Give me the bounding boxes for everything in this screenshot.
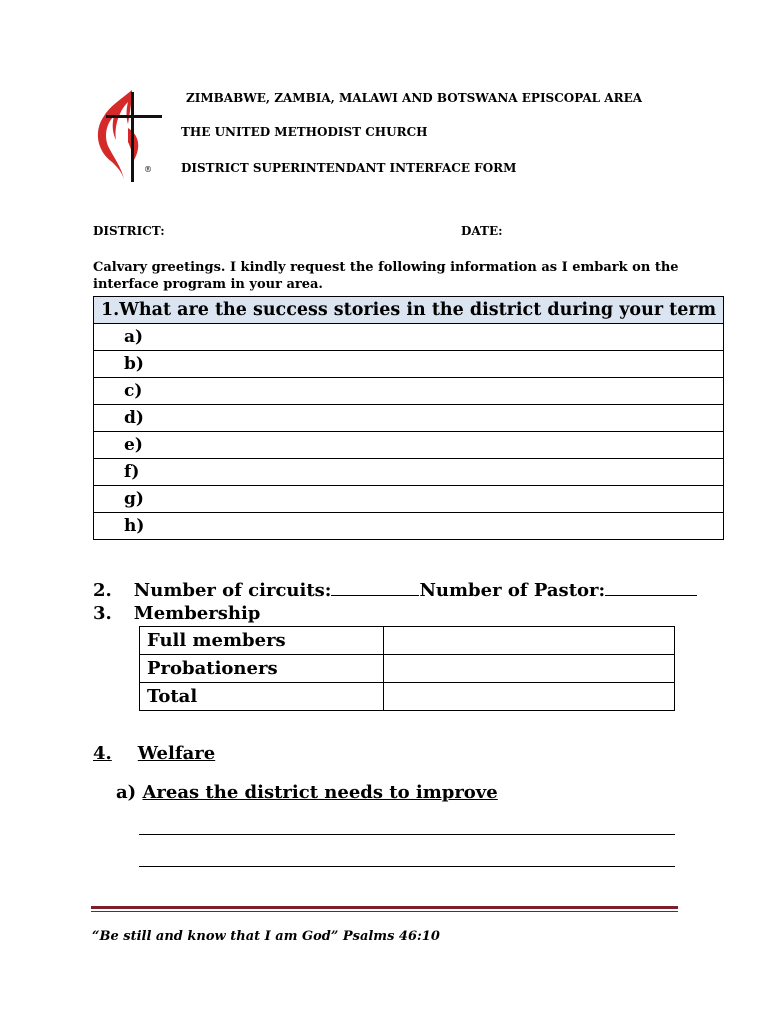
answer-line-1[interactable] [139,834,675,835]
pastor-label: Number of Pastor: [419,580,606,601]
circuits-blank[interactable] [331,578,419,596]
table-row [140,655,675,683]
pastor-blank[interactable] [605,578,697,596]
circuits-label: Number of circuits: [133,580,332,601]
answer-item-g[interactable]: g) [94,486,724,513]
answer-item-c[interactable]: c) [94,378,724,405]
full-members-label: Full members [140,627,384,655]
table-row [140,627,675,655]
answer-item-e[interactable]: e) [94,432,724,459]
question-4-line [93,743,215,764]
question-4-number: 4. [93,743,112,764]
answer-line-2[interactable] [139,866,675,867]
episcopal-area-heading: ZIMBABWE, ZAMBIA, MALAWI AND BOTSWANA EPISCOPAL AREA [186,91,643,105]
question-3-number: 3. [93,603,112,624]
total-label: Total [140,683,384,711]
full-members-value-cell[interactable] [384,627,675,655]
umc-cross-and-flame-logo [92,88,162,184]
welfare-sub-a [116,782,498,803]
table-row[interactable] [94,324,724,351]
question-2-number: 2. [93,580,112,601]
footer-divider-thin [91,911,678,912]
district-label: DISTRICT: [93,224,165,238]
sub-a-letter: a) [116,782,137,803]
membership-table [139,626,675,711]
table-row [140,683,675,711]
welfare-label: Welfare [137,743,216,764]
table-row[interactable] [94,378,724,405]
date-label: DATE: [461,224,503,238]
intro-paragraph: Calvary greetings. I kindly request the following information as I embark on the interface program in your area. [93,260,679,292]
form-title: DISTRICT SUPERINTENDANT INTERFACE FORM [181,161,517,175]
answer-item-b[interactable]: b) [94,351,724,378]
success-stories-table [93,296,724,540]
table-row[interactable] [94,351,724,378]
footer-divider-thick [91,906,678,909]
answer-item-a[interactable]: a) [94,324,724,351]
membership-label: Membership [133,603,261,624]
church-name-heading: THE UNITED METHODIST CHURCH [181,125,428,139]
question-2-line [93,578,697,601]
table-row[interactable] [94,459,724,486]
probationers-label: Probationers [140,655,384,683]
areas-to-improve-label: Areas the district needs to improve [142,782,498,803]
answer-item-d[interactable]: d) [94,405,724,432]
total-value-cell[interactable] [384,683,675,711]
table-row[interactable] [94,432,724,459]
table-row[interactable] [94,486,724,513]
question-1-heading: 1.What are the success stories in the district during your term [94,297,724,324]
probationers-value-cell[interactable] [384,655,675,683]
question-3-line [93,603,260,624]
table-row[interactable] [94,513,724,540]
answer-item-f[interactable]: f) [94,459,724,486]
registered-mark: ® [144,165,152,174]
answer-item-h[interactable]: h) [94,513,724,540]
table-row[interactable] [94,405,724,432]
footer-quote: “Be still and know that I am God” Psalms 46:10 [92,929,440,944]
